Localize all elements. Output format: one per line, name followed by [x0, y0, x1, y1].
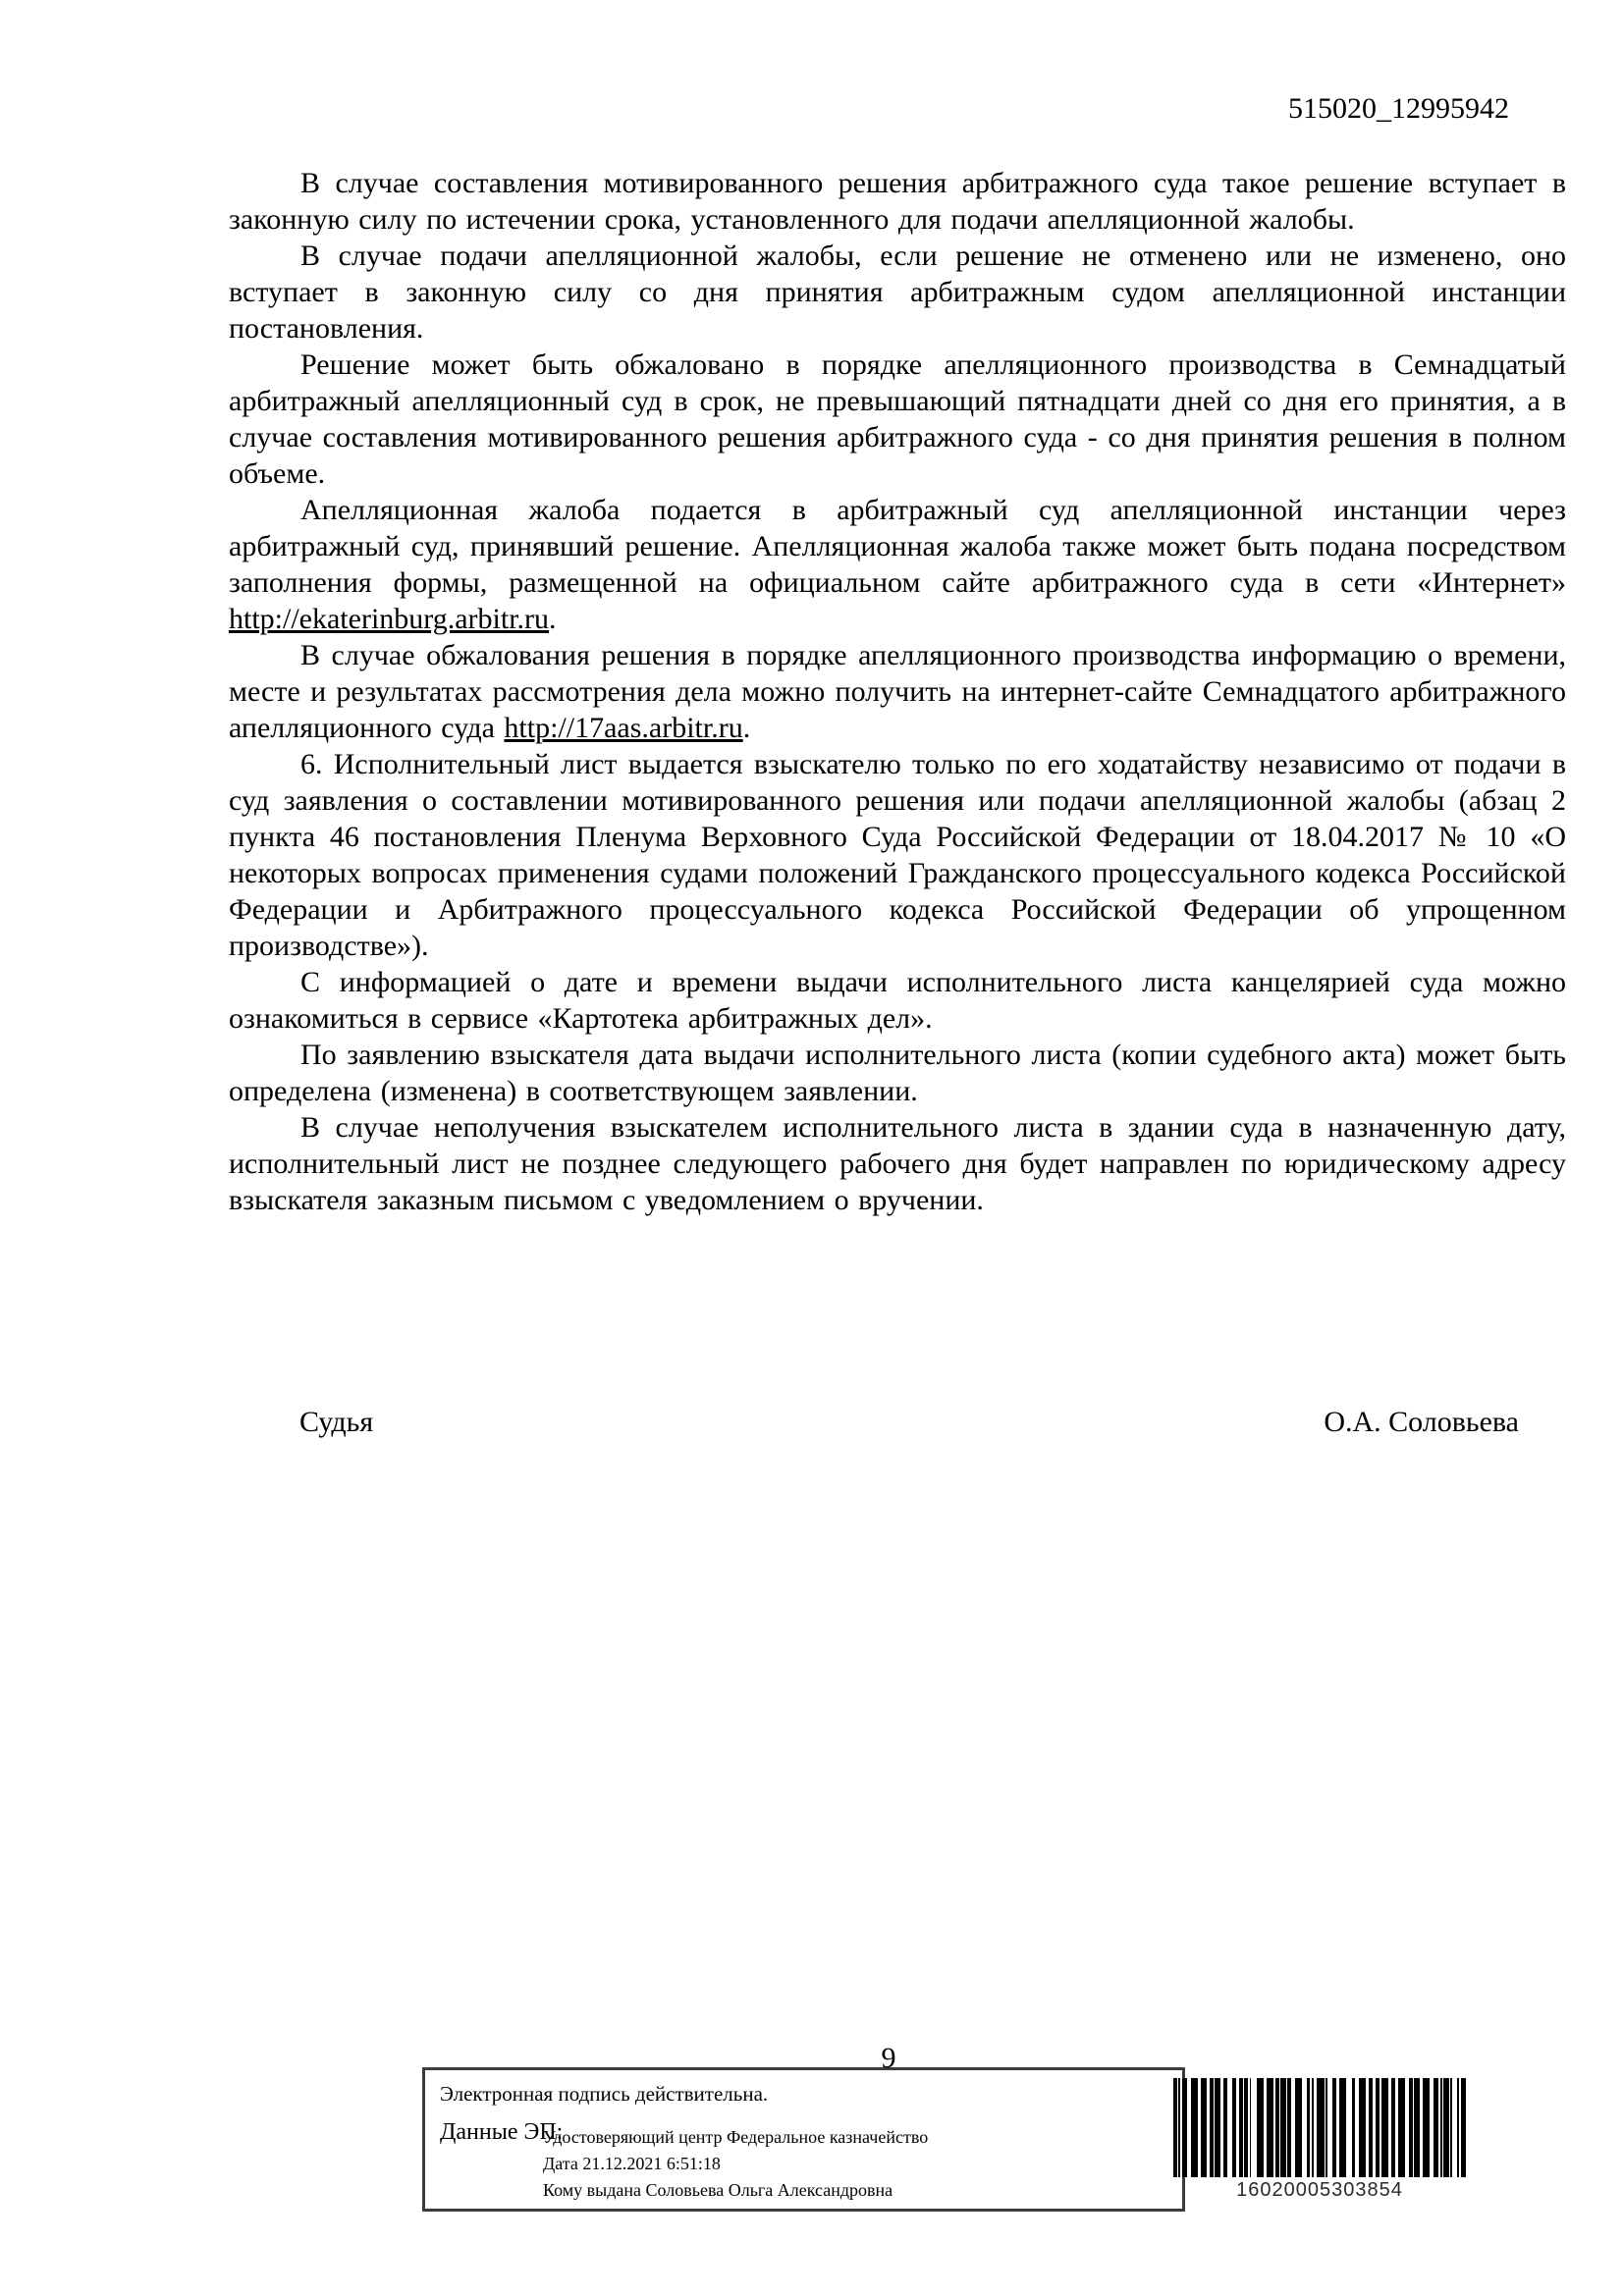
paragraph-text: Апелляционная жалоба подается в арбитражный суд апелляционной инстанции через арбитражный суд, принявший решение. Апелляционная жалоба также может быть подана посредством заполнения формы, размещенной на официальном сайте арбитражного суда в сети «Интернет»: [229, 494, 1566, 599]
paragraph: Решение может быть обжаловано в порядке апелляционного производства в Семнадцатый арбитражный апелляционный суд в срок, не превышающий пятнадцати дней со дня его принятия, а в случае составления мотивированного решения арбитражного суда - со дня принятия решения в полном объеме.: [229, 348, 1566, 490]
paragraph: [229, 637, 1566, 746]
stamp-issued-to: Кому выдана Соловьева Ольга Александровна: [543, 2180, 893, 2200]
ekaterinburg-arbitr-link[interactable]: http://ekaterinburg.arbitr.ru: [229, 603, 550, 635]
paragraph: С информацией о дате и времени выдачи исполнительного листа канцелярией суда можно ознакомиться в сервисе «Картотека арбитражных дел».: [229, 966, 1566, 1035]
paragraph-text: .: [742, 712, 751, 744]
paragraph: 6. Исполнительный лист выдается взыскателю только по его ходатайству независимо от подачи в суд заявления о составлении мотивированного решения или подачи апелляционной жалобы (абзац 2 пункта 46 постановления Пленума Верховного Суда Российской Федерации от 18.04.2017 № 10 «О некоторых вопросах применения судами положений Гражданского процессуального кодекса Российской Федерации и Арбитражного процессуального кодекса Российской Федерации об упрощенном производстве»).: [229, 748, 1566, 962]
document-reference-number: 515020_12995942: [1288, 92, 1509, 125]
judge-name: О.А. Соловьева: [1324, 1406, 1519, 1438]
electronic-signature-stamp: [422, 2067, 1185, 2212]
barcode-number: 16020005303854: [1236, 2179, 1403, 2201]
17aas-arbitr-link[interactable]: http://17aas.arbitr.ru: [504, 712, 743, 744]
stamp-data-label: Данные ЭП:: [440, 2119, 564, 2145]
barcode: [1173, 2078, 1466, 2177]
paragraph: В случае составления мотивированного решения арбитражного суда такое решение вступает в законную силу по истечении срока, установленного для подачи апелляционной жалобы.: [229, 167, 1566, 236]
paragraph: [229, 492, 1566, 637]
paragraph-text: В случае обжалования решения в порядке апелляционного производства информацию о времени, месте и результатах рассмотрения дела можно получить на интернет-сайте Семнадцатого арбитражного апелляционного суда: [229, 639, 1566, 744]
stamp-details: [543, 2124, 928, 2204]
page-number: 9: [881, 2042, 896, 2074]
paragraph: В случае неполучения взыскателем исполнительного листа в здании суда в назначенную дату, исполнительный лист не позднее следующего рабочего дня будет направлен по юридическому адресу взыскателя заказным письмом с уведомлением о вручении.: [229, 1111, 1566, 1216]
paragraph: По заявлению взыскателя дата выдачи исполнительного листа (копии судебного акта) может быть определена (изменена) в соответствующем заявлении.: [229, 1039, 1566, 1107]
signature-row: [229, 1406, 1566, 1439]
document-body: [229, 165, 1566, 1218]
paragraph-text: .: [549, 603, 557, 635]
stamp-date: Дата 21.12.2021 6:51:18: [543, 2154, 721, 2173]
stamp-authority: Удостоверяющий центр Федеральное казначейство: [543, 2127, 929, 2147]
stamp-valid-text: Электронная подпись действительна.: [440, 2082, 769, 2106]
judge-title: Судья: [299, 1406, 374, 1438]
paragraph: В случае подачи апелляционной жалобы, если решение не отменено или не изменено, оно вступает в законную силу со дня принятия арбитражным судом апелляционной инстанции постановления.: [229, 240, 1566, 345]
